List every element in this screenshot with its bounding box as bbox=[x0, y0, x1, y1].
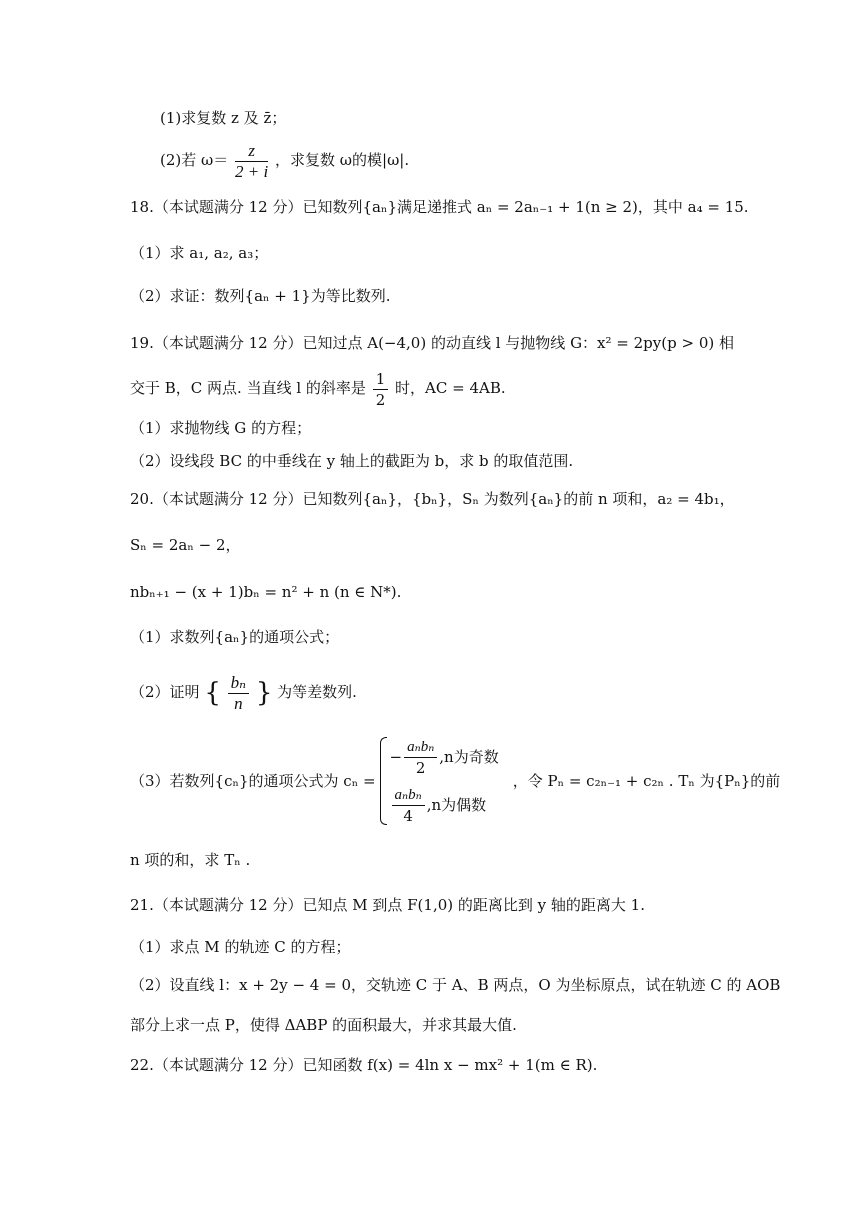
q17-part2 bbox=[160, 140, 409, 182]
q19-line2 bbox=[130, 368, 506, 410]
piecewise-even: $\frac{\text{aₙbₙ}}{4}$ ,n为偶数 bbox=[390, 781, 499, 829]
q18-part2: （2）求证：数列{aₙ + 1}为等比数列. bbox=[130, 287, 391, 305]
q21-part2: （2）设直线 l：x + 2y − 4 = 0，交轨迹 C 于 A、B 两点，O 为坐标原点，试在轨迹 C 的 AOB bbox=[130, 976, 781, 994]
q18-title: 18.（本试题满分 12 分）已知数列{aₙ}满足递推式 aₙ = 2aₙ₋₁ + 1(n ≥ 2)，其中 a₄ = 15. bbox=[130, 198, 749, 216]
q20-part2 bbox=[130, 668, 357, 717]
q20-part3-prefix: （3）若数列{cₙ}的通项公式为 cₙ = bbox=[130, 772, 376, 790]
q17-part2-suffix: ，求复数 ω的模|ω|. bbox=[275, 151, 410, 169]
q20-part1: （1）求数列{aₙ}的通项公式； bbox=[130, 628, 340, 646]
slope-fraction: $\frac{1}{2}$ bbox=[373, 369, 389, 410]
q20-part2-suffix: 为等差数列. bbox=[277, 683, 357, 701]
q18-part1: （1）求 a₁, a₂, a₃； bbox=[130, 244, 269, 262]
q20-part3 bbox=[130, 733, 780, 829]
q21-part1: （1）求点 M 的轨迹 C 的方程； bbox=[130, 938, 351, 956]
q19-part2: （2）设线段 BC 的中垂线在 y 轴上的截距为 b，求 b 的取值范围. bbox=[130, 452, 574, 470]
q20-recurrence: nbₙ₊₁ − (x + 1)bₙ = n² + n (n ∈ N*). bbox=[130, 583, 402, 601]
left-brace: { bbox=[204, 678, 221, 708]
q21-title: 21.（本试题满分 12 分）已知点 M 到点 F(1,0) 的距离比到 y 轴的距离大 1. bbox=[130, 896, 645, 914]
bn-over-n-fraction: $\frac{\text{bₙ}}{n}$ bbox=[228, 673, 249, 714]
right-brace: } bbox=[255, 678, 273, 708]
q20-sn: Sₙ = 2aₙ − 2， bbox=[130, 536, 241, 554]
omega-fraction: $\frac{z}{2 + i}$ bbox=[235, 140, 269, 181]
q17-part1: (1)求复数 z 及 z̄； bbox=[160, 109, 287, 127]
q20-part3-end: n 项的和，求 Tₙ . bbox=[130, 851, 251, 869]
piecewise-system bbox=[376, 733, 499, 829]
q19-part1: （1）求抛物线 G 的方程； bbox=[130, 419, 312, 437]
q19-line2-prefix: 交于 B，C 两点. 当直线 l 的斜率是 bbox=[130, 379, 366, 397]
q19-line2-suffix: 时，AC = 4AB. bbox=[395, 379, 506, 397]
q17-part2-prefix: (2)若 ω＝ bbox=[160, 151, 229, 169]
piecewise-odd: − $\frac{\text{aₙbₙ}}{2}$ ,n为奇数 bbox=[389, 738, 499, 777]
q20-title: 20.（本试题满分 12 分）已知数列{aₙ}，{bₙ}，Sₙ 为数列{aₙ}的前 n 项和，a₂ = 4b₁， bbox=[130, 490, 735, 508]
q21-part2-cont: 部分上求一点 P，使得 ΔABP 的面积最大，并求其最大值. bbox=[130, 1016, 517, 1034]
q20-part2-prefix: （2）证明 bbox=[130, 683, 200, 701]
q22-title: 22.（本试题满分 12 分）已知函数 f(x) = 4ln x − mx² + 1(m ∈ R). bbox=[130, 1056, 598, 1074]
q19-title: 19.（本试题满分 12 分）已知过点 A(−4,0) 的动直线 l 与抛物线 G：x² = 2py(p > 0) 相 bbox=[130, 334, 734, 352]
q20-part3-suffix: ，令 Pₙ = c₂ₙ₋₁ + c₂ₙ . Tₙ 为{Pₙ}的前 bbox=[512, 772, 781, 790]
